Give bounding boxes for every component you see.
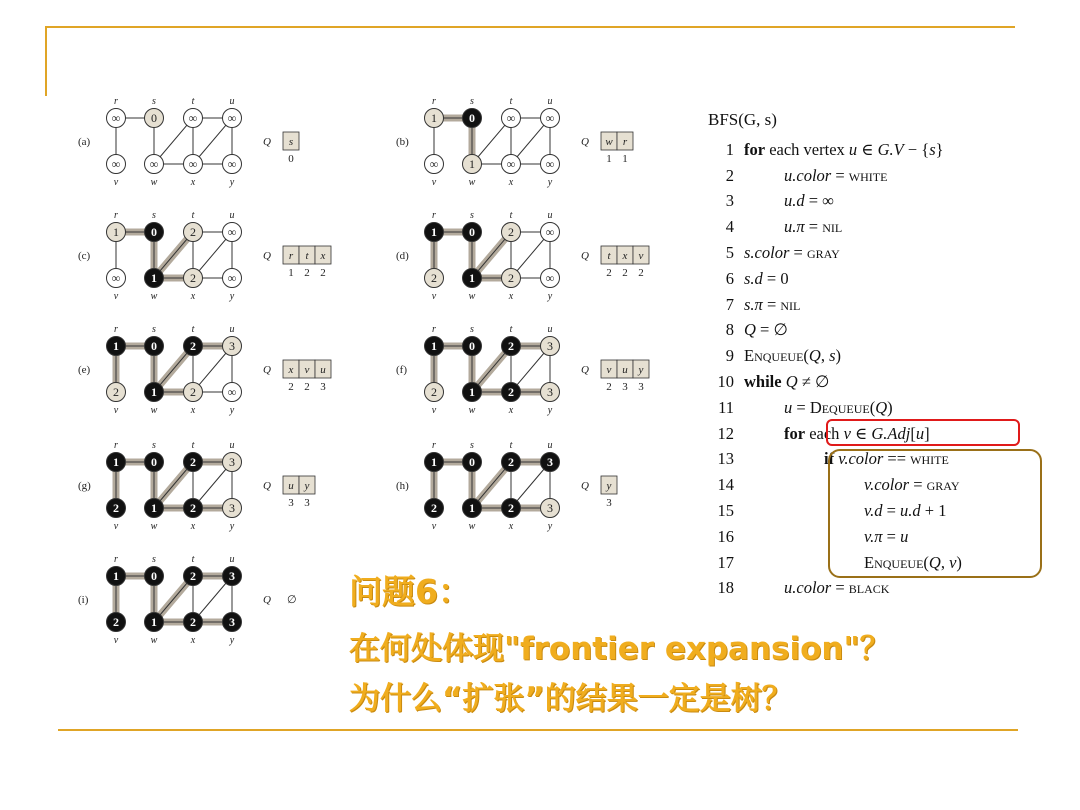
vertex-distance: 2	[508, 385, 514, 399]
queue-distance: 1	[606, 153, 612, 165]
vertex-name: x	[190, 635, 196, 646]
vertex-distance: 2	[190, 569, 196, 583]
vertex-distance: 1	[431, 225, 437, 239]
vertex-name: u	[229, 440, 235, 451]
vertex-distance: 1	[469, 385, 475, 399]
code-line-number: 8	[725, 320, 734, 340]
queue-vertex: u	[288, 480, 294, 492]
queue-distance: 2	[304, 381, 310, 393]
code-line-number: 3	[725, 191, 734, 211]
queue-distance: 2	[606, 267, 612, 279]
vertex-name: u	[547, 324, 553, 335]
queue-vertex: t	[607, 250, 611, 262]
vertex-name: s	[152, 96, 156, 107]
vertex-distance: ∞	[545, 225, 555, 239]
queue-distance: 3	[320, 381, 326, 393]
vertex-distance: 1	[469, 501, 475, 515]
code-line-4	[708, 214, 962, 240]
vertex-distance: 0	[469, 339, 475, 353]
vertex-distance: 1	[151, 615, 157, 629]
bottom-accent-rule	[58, 729, 1018, 731]
code-line-number: 7	[725, 294, 734, 314]
vertex-name: v	[431, 291, 437, 302]
bfs-panel-b	[396, 96, 633, 188]
vertex-name: s	[470, 324, 474, 335]
vertex-name: t	[509, 440, 513, 451]
vertex-name: x	[190, 177, 196, 188]
vertex-name: x	[508, 291, 514, 302]
vertex-distance: 0	[151, 455, 157, 469]
queue-label: Q	[263, 480, 271, 492]
queue-vertex: y	[304, 480, 310, 492]
code-line-number: 18	[717, 578, 734, 598]
vertex-name: x	[508, 405, 514, 416]
vertex-distance: 1	[151, 271, 157, 285]
vertex-distance: 1	[469, 157, 475, 171]
vertex-distance: 2	[508, 225, 514, 239]
code-line-number: 16	[717, 526, 734, 546]
queue-distance: 3	[622, 381, 628, 393]
code-line-number: 6	[725, 268, 734, 288]
code-line-number: 17	[717, 552, 734, 572]
vertex-name: s	[470, 210, 474, 221]
queue-distance: 2	[320, 267, 326, 279]
code-line-text: u.color = black	[784, 578, 890, 598]
panel-label: (g)	[78, 480, 91, 492]
vertex-name: v	[113, 635, 119, 646]
queue-distance: 3	[304, 497, 310, 509]
code-line-2	[708, 163, 962, 189]
vertex-distance: 3	[547, 339, 553, 353]
queue-vertex: u	[622, 364, 628, 376]
code-line-number: 13	[717, 449, 734, 469]
queue-label: Q	[581, 136, 589, 148]
vertex-name: u	[547, 440, 553, 451]
code-line-6	[708, 266, 962, 292]
vertex-name: u	[229, 210, 235, 221]
code-line-text: if v.color == white	[824, 449, 949, 469]
vertex-distance: 2	[190, 225, 196, 239]
vertex-name: y	[547, 521, 553, 532]
vertex-name: t	[191, 324, 195, 335]
vertex-distance: 3	[229, 615, 235, 629]
vertex-name: r	[432, 96, 436, 107]
vertex-name: x	[190, 291, 196, 302]
code-line-number: 15	[717, 500, 734, 520]
vertex-distance: 1	[431, 111, 437, 125]
queue-distance: 2	[606, 381, 612, 393]
vertex-distance: 2	[190, 501, 196, 515]
panel-label: (d)	[396, 250, 409, 262]
vertex-distance: 2	[431, 271, 437, 285]
code-line-text: v.d = u.d + 1	[864, 500, 947, 520]
queue-distance: 2	[622, 267, 628, 279]
bfs-panel-d	[396, 210, 649, 302]
vertex-name: r	[114, 210, 118, 221]
code-line-text: s.color = gray	[744, 242, 840, 262]
vertex-name: u	[547, 96, 553, 107]
vertex-name: y	[229, 521, 235, 532]
code-line-text: while Q ≠ ∅	[744, 371, 830, 391]
bfs-panel-g	[78, 440, 315, 532]
vertex-name: w	[150, 405, 158, 416]
queue-vertex: x	[288, 364, 294, 376]
bfs-panel-e	[78, 324, 331, 416]
vertex-distance: 2	[190, 385, 196, 399]
code-line-18	[708, 575, 962, 601]
vertex-name: y	[229, 177, 235, 188]
vertex-distance: 2	[113, 385, 119, 399]
vertex-distance: 0	[151, 339, 157, 353]
queue-label: Q	[581, 364, 589, 376]
queue-vertex: r	[288, 250, 294, 262]
code-line-text: u.d = ∞	[784, 191, 834, 211]
vertex-name: r	[114, 324, 118, 335]
code-line-text: Q = ∅	[744, 320, 788, 340]
vertex-distance: ∞	[506, 157, 516, 171]
code-line-number: 14	[717, 475, 734, 495]
vertex-distance: ∞	[227, 111, 237, 125]
vertex-name: y	[229, 291, 235, 302]
panel-label: (h)	[396, 480, 409, 492]
vertex-name: s	[152, 554, 156, 565]
vertex-distance: 1	[431, 455, 437, 469]
vertex-distance: 0	[151, 225, 157, 239]
queue-distance: 3	[606, 497, 612, 509]
vertex-name: r	[114, 554, 118, 565]
vertex-distance: 1	[113, 455, 119, 469]
vertex-distance: 3	[547, 385, 553, 399]
queue-distance: 3	[288, 497, 294, 509]
pseudocode-title: BFS(G, s)	[708, 110, 777, 129]
vertex-distance: 3	[547, 501, 553, 515]
queue-vertex: s	[288, 136, 294, 148]
vertex-name: w	[150, 291, 158, 302]
vertex-distance: 3	[547, 455, 553, 469]
vertex-name: x	[190, 405, 196, 416]
queue-distance: 2	[638, 267, 644, 279]
vertex-distance: 2	[431, 501, 437, 515]
bfs-panel-a	[78, 96, 299, 188]
vertex-distance: 1	[113, 569, 119, 583]
code-line-text: u.π = nil	[784, 217, 843, 237]
queue-distance: 2	[288, 381, 294, 393]
vertex-name: t	[191, 210, 195, 221]
code-line-number: 2	[725, 165, 734, 185]
queue-distance: 2	[304, 267, 310, 279]
queue-distance: 1	[622, 153, 628, 165]
vertex-distance: ∞	[429, 157, 439, 171]
vertex-distance: 1	[431, 339, 437, 353]
code-line-text: Enqueue(Q, v)	[864, 552, 962, 572]
code-line-5	[708, 240, 962, 266]
vertex-distance: 3	[229, 569, 235, 583]
code-line-text: s.π = nil	[744, 294, 801, 314]
vertex-distance: 3	[229, 455, 235, 469]
code-line-11	[708, 395, 962, 421]
queue-distance: 3	[638, 381, 644, 393]
code-line-number: 9	[725, 346, 734, 366]
vertex-name: y	[229, 635, 235, 646]
code-line-text: s.d = 0	[744, 268, 789, 288]
vertex-name: u	[229, 96, 235, 107]
vertex-distance: ∞	[227, 157, 237, 171]
vertex-distance: 2	[113, 615, 119, 629]
vertex-distance: ∞	[506, 111, 516, 125]
vertex-name: y	[547, 291, 553, 302]
vertex-distance: 1	[113, 339, 119, 353]
queue-distance: 1	[288, 267, 294, 279]
panel-label: (c)	[78, 250, 91, 262]
code-line-text: v.π = u	[864, 526, 909, 546]
vertex-name: x	[508, 177, 514, 188]
vertex-name: v	[113, 177, 119, 188]
vertex-distance: 3	[229, 339, 235, 353]
vertex-distance: 0	[151, 111, 157, 125]
vertex-name: r	[114, 96, 118, 107]
bfs-panel-c	[78, 210, 331, 302]
vertex-distance: 3	[229, 501, 235, 515]
queue-empty: ∅	[287, 594, 297, 606]
vertex-distance: 0	[151, 569, 157, 583]
queue-label: Q	[581, 480, 589, 492]
vertex-name: v	[113, 521, 119, 532]
vertex-distance: ∞	[111, 111, 121, 125]
vertex-distance: ∞	[545, 111, 555, 125]
vertex-distance: ∞	[111, 271, 121, 285]
code-line-text: v.color = gray	[864, 475, 960, 495]
vertex-name: u	[547, 210, 553, 221]
vertex-name: w	[468, 521, 476, 532]
vertex-name: w	[468, 291, 476, 302]
panel-label: (a)	[78, 136, 91, 148]
queue-label: Q	[263, 136, 271, 148]
vertex-name: w	[150, 521, 158, 532]
vertex-distance: 2	[190, 455, 196, 469]
vertex-distance: ∞	[149, 157, 159, 171]
vertex-distance: 1	[469, 271, 475, 285]
vertex-name: v	[431, 521, 437, 532]
vertex-name: v	[113, 291, 119, 302]
vertex-name: x	[190, 521, 196, 532]
vertex-name: r	[114, 440, 118, 451]
vertex-name: y	[547, 405, 553, 416]
code-line-8	[708, 317, 962, 343]
vertex-distance: ∞	[227, 225, 237, 239]
code-line-number: 5	[725, 242, 734, 262]
bfs-panel-i	[78, 554, 297, 646]
queue-vertex: x	[320, 250, 326, 262]
vertex-distance: ∞	[227, 271, 237, 285]
vertex-distance: ∞	[188, 157, 198, 171]
queue-vertex: v	[606, 364, 612, 376]
queue-vertex: v	[638, 250, 644, 262]
code-line-number: 4	[725, 217, 734, 237]
queue-vertex: u	[320, 364, 326, 376]
vertex-distance: 0	[469, 111, 475, 125]
for-each-adjacent-highlight	[826, 419, 1020, 446]
vertex-name: v	[431, 177, 437, 188]
code-line-number: 12	[717, 423, 734, 443]
vertex-name: s	[152, 324, 156, 335]
vertex-distance: ∞	[188, 111, 198, 125]
queue-vertex: r	[622, 136, 628, 148]
vertex-name: y	[547, 177, 553, 188]
vertex-distance: ∞	[111, 157, 121, 171]
vertex-distance: 2	[190, 271, 196, 285]
vertex-distance: 2	[508, 271, 514, 285]
vertex-name: y	[229, 405, 235, 416]
vertex-distance: 1	[113, 225, 119, 239]
vertex-name: u	[229, 554, 235, 565]
vertex-name: t	[191, 554, 195, 565]
queue-label: Q	[263, 250, 271, 262]
queue-vertex: w	[605, 136, 613, 148]
code-line-number: 1	[725, 139, 734, 159]
vertex-distance: 2	[113, 501, 119, 515]
queue-label: Q	[263, 594, 271, 606]
question-line-1: 在何处体现"frontier expansion"？	[349, 631, 891, 667]
vertex-name: w	[150, 177, 158, 188]
vertex-distance: 2	[431, 385, 437, 399]
question-title: 问题6：	[349, 572, 471, 611]
vertex-name: t	[509, 210, 513, 221]
vertex-name: s	[470, 440, 474, 451]
vertex-name: s	[152, 210, 156, 221]
vertex-distance: ∞	[545, 157, 555, 171]
vertex-distance: 2	[190, 339, 196, 353]
code-line-number: 11	[718, 397, 734, 417]
vertex-name: t	[191, 96, 195, 107]
code-line-3	[708, 188, 962, 214]
queue-label: Q	[263, 364, 271, 376]
vertex-name: v	[113, 405, 119, 416]
code-line-9	[708, 343, 962, 369]
vertex-name: x	[508, 521, 514, 532]
panel-label: (b)	[396, 136, 409, 148]
vertex-name: r	[432, 210, 436, 221]
bfs-panel-h	[396, 440, 617, 532]
code-line-10	[708, 369, 962, 395]
vertex-name: w	[468, 177, 476, 188]
code-line-1	[708, 137, 962, 163]
queue-vertex: x	[622, 250, 628, 262]
queue-vertex: t	[305, 250, 309, 262]
code-line-text: Enqueue(Q, s)	[744, 346, 841, 366]
vertex-name: t	[191, 440, 195, 451]
code-line-text: for each v ∈ G.Adj[u]	[784, 423, 930, 443]
vertex-name: s	[152, 440, 156, 451]
queue-vertex: y	[606, 480, 612, 492]
code-line-text: u = Dequeue(Q)	[784, 397, 893, 417]
bfs-panel-f	[396, 324, 649, 416]
panel-label: (i)	[78, 594, 89, 606]
vertex-distance: 1	[151, 385, 157, 399]
vertex-name: r	[432, 324, 436, 335]
queue-vertex: y	[638, 364, 644, 376]
vertex-distance: 0	[469, 455, 475, 469]
vertex-name: t	[509, 96, 513, 107]
code-line-text: for each vertex u ∈ G.V − {s}	[744, 139, 944, 159]
vertex-name: w	[468, 405, 476, 416]
vertex-name: w	[150, 635, 158, 646]
queue-distance: 0	[288, 153, 294, 165]
vertex-distance: 1	[151, 501, 157, 515]
panel-label: (f)	[396, 364, 407, 376]
vertex-distance: ∞	[227, 385, 237, 399]
vertex-name: u	[229, 324, 235, 335]
vertex-distance: 2	[190, 615, 196, 629]
panel-label: (e)	[78, 364, 91, 376]
code-line-number: 10	[717, 371, 734, 391]
if-white-block-highlight	[828, 449, 1042, 578]
question-line-2: 为什么“扩张”的结果一定是树？	[349, 681, 793, 717]
vertex-distance: 2	[508, 501, 514, 515]
vertex-distance: 2	[508, 455, 514, 469]
vertex-name: v	[431, 405, 437, 416]
queue-vertex: v	[304, 364, 310, 376]
vertex-name: s	[470, 96, 474, 107]
vertex-distance: 2	[508, 339, 514, 353]
code-line-text: u.color = white	[784, 165, 888, 185]
queue-label: Q	[581, 250, 589, 262]
vertex-name: r	[432, 440, 436, 451]
code-line-7	[708, 292, 962, 318]
vertex-distance: ∞	[545, 271, 555, 285]
vertex-name: t	[509, 324, 513, 335]
vertex-distance: 0	[469, 225, 475, 239]
